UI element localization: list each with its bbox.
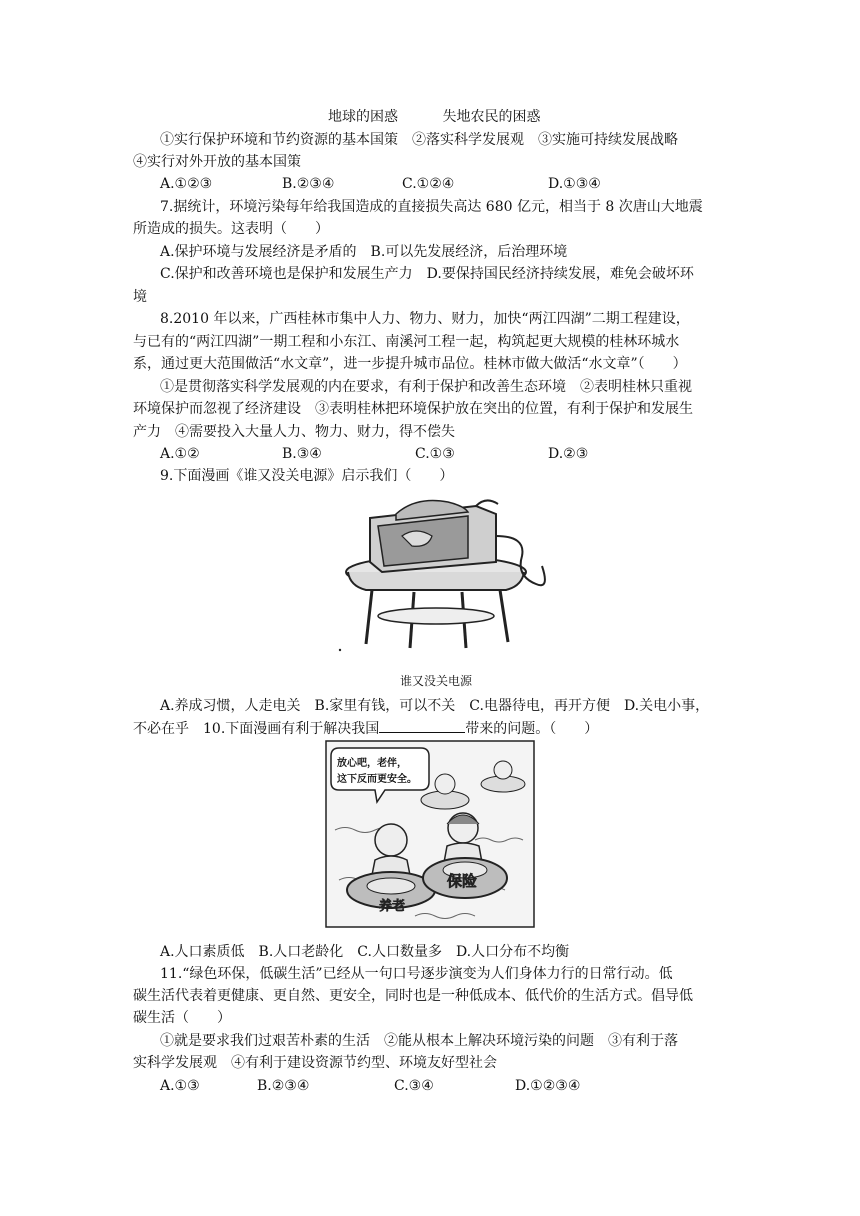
q11-stem-line3: 碳生活（ ） bbox=[133, 1010, 231, 1026]
q6-title-b: 失地农民的困惑 bbox=[442, 109, 541, 125]
q9-stem: 9.下面漫画《谁又没关电源》启示我们（ ） bbox=[160, 468, 454, 484]
q7-stem-line2: 所造成的损失。这表明（ ） bbox=[133, 221, 329, 237]
q11-statement-line1: ①就是要求我们过艰苦朴素的生活 ②能从根本上解决环境污染的问题 ③有利于落 bbox=[160, 1033, 678, 1049]
bubble-line1: 放心吧，老伴， bbox=[337, 758, 407, 769]
q6-option-d[interactable]: D.①③④ bbox=[548, 176, 601, 192]
q7-options-line1[interactable]: A.保护环境与发展经济是矛盾的 B.可以先发展经济，后治理环境 bbox=[160, 244, 568, 260]
q10-answer-blank[interactable] bbox=[379, 718, 465, 733]
stool-leg bbox=[366, 590, 372, 644]
q7-options-line3: 境 bbox=[133, 289, 147, 305]
q8-stem-line2: 与已有的“两江四湖”一期工程和小东江、南溪河工程一起，构筑起更大规模的桂林环城水 bbox=[133, 334, 680, 350]
q10-options[interactable]: A.人口素质低 B.人口老龄化 C.人口数量多 D.人口分布不均衡 bbox=[160, 944, 570, 960]
q9-options-line2 bbox=[133, 718, 598, 739]
bubble-line2: 这下反而更安全。 bbox=[337, 774, 417, 785]
q8-stem-line1: 8.2010 年以来，广西桂林市集中人力、物力、财力，加快“两江四湖”二期工程建设， bbox=[160, 311, 690, 327]
q10-stem-start: 不必在乎 10.下面漫画有利于解决我国 bbox=[133, 721, 380, 737]
q11-statement-line2: 实科学发展观 ④有利于建设资源节约型、环境友好型社会 bbox=[133, 1055, 497, 1071]
q7-stem-line1: 7.据统计，环境污染每年给我国造成的直接损失高达 680 亿元，相当于 8 次唐山大地震 bbox=[160, 199, 703, 215]
q8-statement-line1: ①是贯彻落实科学发展观的内在要求，有利于保护和改善生态环境 ②表明桂林只重视 bbox=[160, 379, 692, 395]
q11-stem-line2: 碳生活代表着更健康、更自然、更安全，同时也是一种低成本、低代价的生活方式。倡导低 bbox=[133, 988, 693, 1004]
q6-option-b[interactable]: B.②③④ bbox=[282, 176, 335, 192]
tv-stool-cartoon bbox=[336, 496, 556, 656]
q10-stem-end: 带来的问题。（ ） bbox=[465, 721, 599, 737]
q6-option-c[interactable]: C.①②④ bbox=[402, 176, 455, 192]
q9-options-line1[interactable]: A.养成习惯，人走电关 B.家里有钱，可以不关 C.电器待电，再开方便 D.关电小事， bbox=[160, 698, 710, 714]
ring-right-label: 保险 bbox=[447, 872, 478, 890]
q8-option-a[interactable]: A.①② bbox=[160, 446, 200, 462]
q11-option-d[interactable]: D.①②③④ bbox=[515, 1078, 581, 1094]
ring-left-label: 养老 bbox=[379, 899, 406, 914]
q6-cartoon-titles bbox=[328, 107, 541, 127]
q6-statement-line1: ①实行保护环境和节约资源的基本国策 ②落实科学发展观 ③实施可持续发展战略 bbox=[160, 132, 678, 148]
q11-option-a[interactable]: A.①③ bbox=[160, 1078, 200, 1094]
swim-ring-cartoon bbox=[325, 740, 535, 928]
q11-option-c[interactable]: C.③④ bbox=[394, 1078, 434, 1094]
q6-statement-line2: ④实行对外开放的基本国策 bbox=[133, 154, 301, 170]
q7-options-line2[interactable]: C.保护和改善环境也是保护和发展生产力 D.要保持国民经济持续发展，难免会破坏环 bbox=[160, 266, 694, 282]
q9-cartoon-caption: 谁又没关电源 bbox=[400, 674, 473, 688]
q6-title-a: 地球的困惑 bbox=[328, 109, 398, 125]
old-man bbox=[375, 824, 407, 856]
q8-stem-line3: 系，通过更大范围做活“水文章”，进一步提升城市品位。桂林市做大做活“水文章”（ ） bbox=[133, 356, 687, 372]
q8-option-c[interactable]: C.①③ bbox=[415, 446, 455, 462]
q8-option-d[interactable]: D.②③ bbox=[548, 446, 589, 462]
q6-option-a[interactable]: A.①②③ bbox=[160, 176, 213, 192]
q8-option-b[interactable]: B.③④ bbox=[282, 446, 322, 462]
q8-statement-line3: 产力 ④需要投入大量人力、物力、财力，得不偿失 bbox=[133, 424, 455, 440]
q8-statement-line2: 环境保护而忽视了经济建设 ③表明桂林把环境保护放在突出的位置，有利于保护和发展生 bbox=[133, 401, 693, 417]
q11-stem-line1: 11.“绿色环保，低碳生活”已经从一句口号逐步演变为人们身体力行的日常行动。低 bbox=[160, 966, 673, 982]
q11-option-b[interactable]: B.②③④ bbox=[257, 1078, 310, 1094]
